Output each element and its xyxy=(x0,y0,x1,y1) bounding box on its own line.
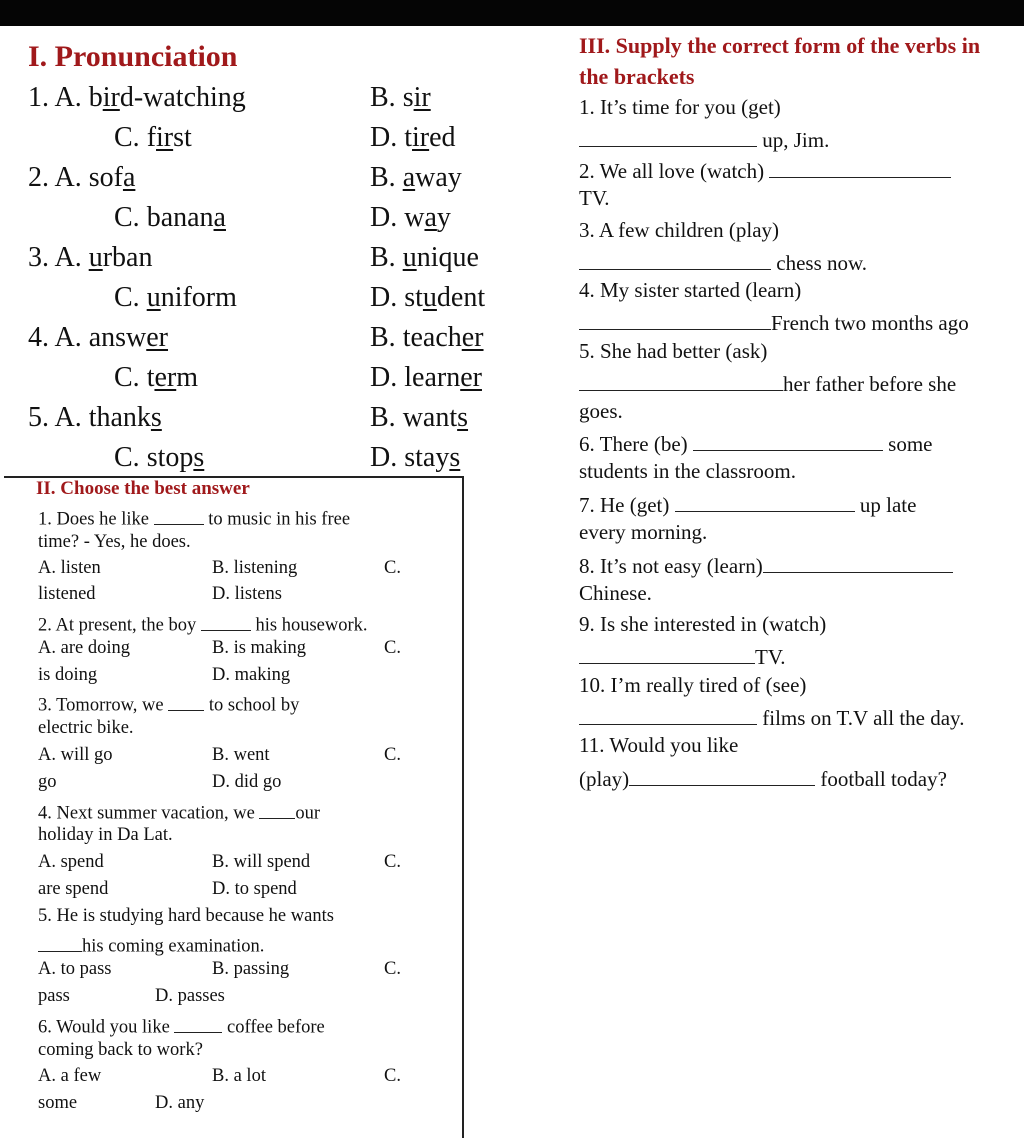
mc-q5-option-a[interactable]: A. to pass xyxy=(38,959,112,979)
answer-blank[interactable] xyxy=(763,551,953,573)
verb-q11-line2: (play) football today? xyxy=(579,764,947,792)
mc-q5-line1: 5. He is studying hard because he wants xyxy=(38,906,334,926)
verb-q11-line1: 11. Would you like xyxy=(579,733,739,757)
pron-4-d: D. learner xyxy=(370,362,482,393)
verb-q1-line2: up, Jim. xyxy=(579,125,829,153)
answer-blank[interactable] xyxy=(579,125,757,147)
verb-q8-line1: 8. It’s not easy (learn) xyxy=(579,551,953,579)
mc-q5-line2: his coming examination. xyxy=(38,932,264,958)
pron-4-a: 4. A. answer xyxy=(28,322,169,353)
answer-blank[interactable] xyxy=(259,799,295,819)
mc-q1-option-d[interactable]: D. listens xyxy=(212,584,282,604)
verb-q1-line1: 1. It’s time for you (get) xyxy=(579,95,781,119)
mc-q6-option-b[interactable]: B. a lot xyxy=(212,1066,266,1086)
mc-q5-option-d[interactable]: D. passes xyxy=(155,986,225,1006)
answer-blank[interactable] xyxy=(38,932,82,952)
mc-q6-option-a[interactable]: A. a few xyxy=(38,1066,102,1086)
mc-q4-option-b[interactable]: B. will spend xyxy=(212,852,311,872)
verb-q9-line2: TV. xyxy=(579,642,786,670)
pron-5-d: D. stays xyxy=(370,442,461,473)
mc-q5-option-c-text: pass xyxy=(38,986,70,1006)
mc-q2-option-c[interactable]: C. xyxy=(384,638,401,658)
answer-blank[interactable] xyxy=(675,490,855,512)
answer-blank[interactable] xyxy=(629,764,815,786)
verb-q3-line2: chess now. xyxy=(579,248,867,276)
section-3-title-line2: the brackets xyxy=(579,64,695,89)
verb-q10-line2: films on T.V all the day. xyxy=(579,703,964,731)
mc-q5-option-c[interactable]: C. xyxy=(384,959,401,979)
verb-q9-line1: 9. Is she interested in (watch) xyxy=(579,612,827,636)
answer-blank[interactable] xyxy=(579,308,771,330)
mc-q6-line2: coming back to work? xyxy=(38,1040,203,1060)
mc-q3-option-b[interactable]: B. went xyxy=(212,745,270,765)
mc-q4-option-c-text: are spend xyxy=(38,879,109,899)
pron-2-a: 2. A. sofa xyxy=(28,162,136,193)
mc-q4-line1: 4. Next summer vacation, we our xyxy=(38,799,320,825)
pron-1-d: D. tired xyxy=(370,122,456,153)
answer-blank[interactable] xyxy=(579,703,757,725)
pron-3-b: B. unique xyxy=(370,242,479,273)
verb-q2-line2: TV. xyxy=(579,186,610,210)
mc-q2-line1: 2. At present, the boy his housework. xyxy=(38,611,368,637)
verb-q5-line1: 5. She had better (ask) xyxy=(579,339,768,363)
verb-q3-line1: 3. A few children (play) xyxy=(579,218,780,242)
section-2-title: II. Choose the best answer xyxy=(36,478,250,499)
pron-5-a: 5. A. thanks xyxy=(28,402,162,433)
verb-q5-line3: goes. xyxy=(579,399,623,423)
mc-q4-option-c[interactable]: C. xyxy=(384,852,401,872)
pron-3-a: 3. A. urban xyxy=(28,242,153,273)
top-dark-bar xyxy=(0,0,1024,26)
pron-1-a: 1. A. bird-watching xyxy=(28,82,246,113)
verb-q6-line1: 6. There (be) some xyxy=(579,429,932,457)
mc-q3-option-d[interactable]: D. did go xyxy=(212,772,282,792)
pron-4-c: C. term xyxy=(114,362,199,393)
mc-q3-option-c[interactable]: C. xyxy=(384,745,401,765)
mc-q4-option-d[interactable]: D. to spend xyxy=(212,879,297,899)
verb-q7-line2: every morning. xyxy=(579,520,708,544)
mc-q1-option-a[interactable]: A. listen xyxy=(38,558,101,578)
answer-blank[interactable] xyxy=(579,248,771,270)
verb-q10-line1: 10. I’m really tired of (see) xyxy=(579,673,807,697)
verb-q2-line1: 2. We all love (watch) xyxy=(579,156,951,184)
verb-q4-line2: French two months ago xyxy=(579,308,969,336)
mc-q3-option-a[interactable]: A. will go xyxy=(38,745,113,765)
mc-q3-option-c-text: go xyxy=(38,772,57,792)
mc-q6-option-d[interactable]: D. any xyxy=(155,1093,205,1113)
pron-2-b: B. away xyxy=(370,162,462,193)
answer-blank[interactable] xyxy=(201,611,251,631)
mc-q4-line2: holiday in Da Lat. xyxy=(38,825,173,845)
mc-q4-option-a[interactable]: A. spend xyxy=(38,852,104,872)
pron-3-d: D. student xyxy=(370,282,486,313)
answer-blank[interactable] xyxy=(579,642,755,664)
section-1-title: I. Pronunciation xyxy=(28,40,238,73)
verb-q7-line1: 7. He (get) up late xyxy=(579,490,916,518)
pron-1-b: B. sir xyxy=(370,82,431,113)
mc-q3-line1: 3. Tomorrow, we to school by xyxy=(38,691,299,717)
pron-2-c: C. banana xyxy=(114,202,226,233)
mc-q6-option-c-text: some xyxy=(38,1093,78,1113)
mc-q6-option-c[interactable]: C. xyxy=(384,1066,401,1086)
verb-q8-line2: Chinese. xyxy=(579,581,652,605)
pron-4-b: B. teacher xyxy=(370,322,484,353)
mc-q1-line2: time? - Yes, he does. xyxy=(38,532,191,552)
mc-q5-option-b[interactable]: B. passing xyxy=(212,959,290,979)
mc-q1-option-b[interactable]: B. listening xyxy=(212,558,298,578)
pron-1-c: C. first xyxy=(114,122,192,153)
answer-blank[interactable] xyxy=(579,369,783,391)
answer-blank[interactable] xyxy=(174,1013,222,1033)
answer-blank[interactable] xyxy=(154,505,204,525)
verb-q5-line2: her father before she xyxy=(579,369,956,397)
mc-q2-option-d[interactable]: D. making xyxy=(212,665,291,685)
answer-blank[interactable] xyxy=(168,691,204,711)
verb-q4-line1: 4. My sister started (learn) xyxy=(579,278,802,302)
answer-blank[interactable] xyxy=(769,156,951,178)
mc-q3-line2: electric bike. xyxy=(38,718,134,738)
pron-5-c: C. stops xyxy=(114,442,205,473)
mc-q6-line1: 6. Would you like coffee before xyxy=(38,1013,325,1039)
section-3-title-line1: III. Supply the correct form of the verbs in xyxy=(579,33,981,58)
mc-q1-option-c-text: listened xyxy=(38,584,96,604)
answer-blank[interactable] xyxy=(693,429,883,451)
verb-q6-line2: students in the classroom. xyxy=(579,459,796,483)
pron-2-d: D. way xyxy=(370,202,451,233)
mc-q1-line1: 1. Does he like to music in his free xyxy=(38,505,350,531)
mc-q1-option-c[interactable]: C. xyxy=(384,558,401,578)
mc-q2-option-a[interactable]: A. are doing xyxy=(38,638,130,658)
pron-5-b: B. wants xyxy=(370,402,469,433)
mc-q2-option-c-text: is doing xyxy=(38,665,98,685)
pron-3-c: C. uniform xyxy=(114,282,237,313)
mc-q2-option-b[interactable]: B. is making xyxy=(212,638,307,658)
